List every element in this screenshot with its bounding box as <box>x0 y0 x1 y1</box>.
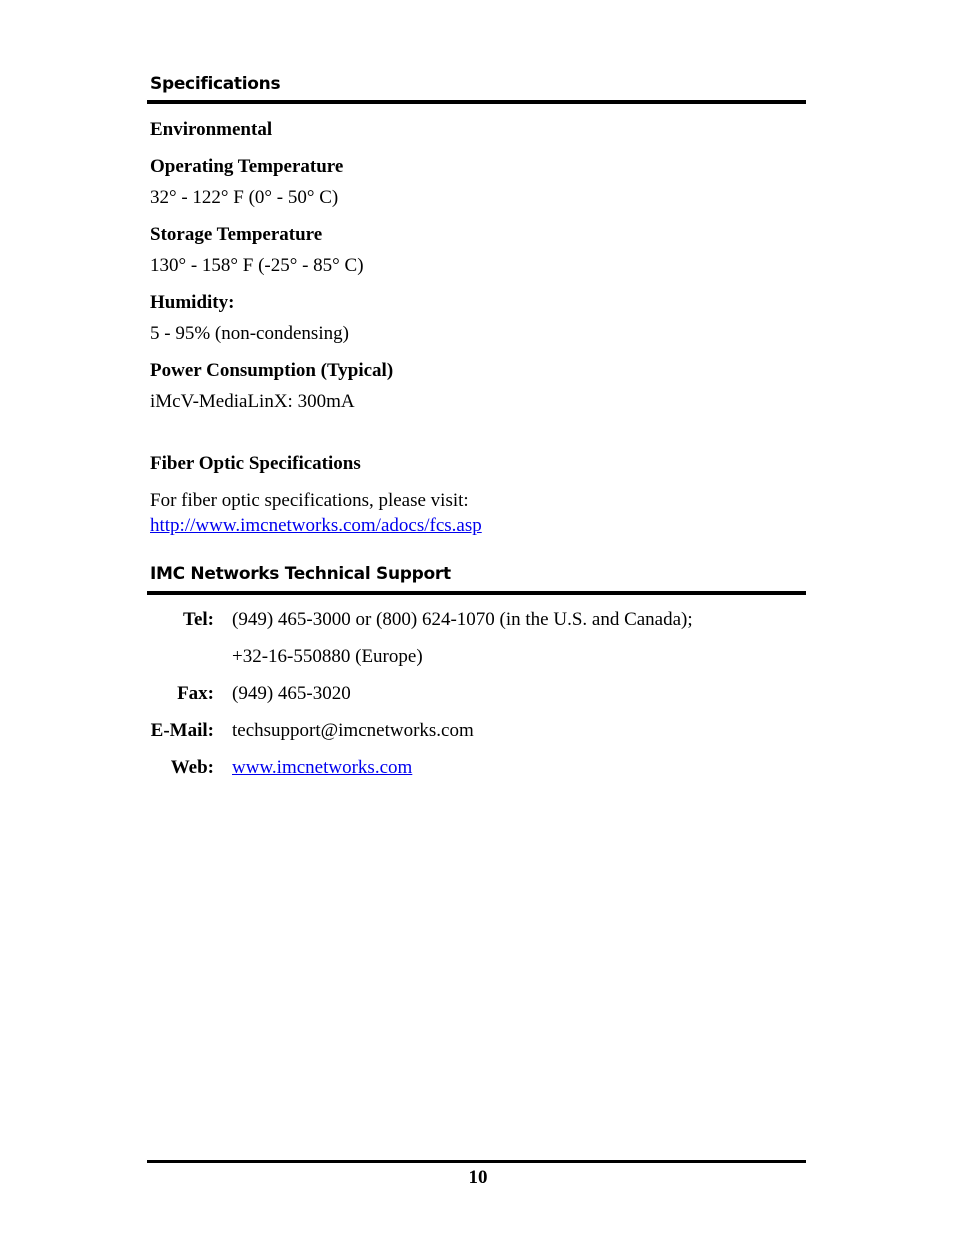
web-label: Web: <box>170 757 214 778</box>
humidity-value: 5 - 95% (non-condensing) <box>150 323 349 344</box>
tel-value-europe: +32-16-550880 (Europe) <box>232 646 423 667</box>
fiber-optic-text: For fiber optic specifications, please visit: <box>150 490 469 511</box>
specifications-title: Specifications <box>150 74 281 94</box>
fax-value: (949) 465-3020 <box>232 683 351 704</box>
document-page <box>150 0 806 1235</box>
web-link[interactable]: www.imcnetworks.com <box>232 757 413 778</box>
storage-temperature-value: 130° - 158° F (-25° - 85° C) <box>150 255 364 276</box>
fiber-optic-heading: Fiber Optic Specifications <box>150 453 361 474</box>
fax-label: Fax: <box>177 683 214 704</box>
humidity-label: Humidity: <box>150 292 235 313</box>
tel-label: Tel: <box>183 609 214 630</box>
power-consumption-label: Power Consumption (Typical) <box>150 360 394 381</box>
operating-temperature-label: Operating Temperature <box>150 156 344 177</box>
specifications-rule <box>147 100 806 104</box>
storage-temperature-label: Storage Temperature <box>150 224 323 245</box>
power-consumption-value: iMcV-MediaLinX: 300mA <box>150 391 355 412</box>
tel-value: (949) 465-3000 or (800) 624-1070 (in the U.S. and Canada); <box>232 609 693 630</box>
operating-temperature-value: 32° - 122° F (0° - 50° C) <box>150 187 339 208</box>
environmental-heading: Environmental <box>150 119 273 140</box>
email-label: E-Mail: <box>150 720 214 741</box>
footer-rule <box>147 1160 806 1163</box>
page-number: 10 <box>468 1167 488 1188</box>
fiber-optic-link[interactable]: http://www.imcnetworks.com/adocs/fcs.asp <box>150 515 482 536</box>
email-value: techsupport@imcnetworks.com <box>232 720 474 741</box>
support-title: IMC Networks Technical Support <box>150 564 451 584</box>
support-rule <box>147 591 806 595</box>
